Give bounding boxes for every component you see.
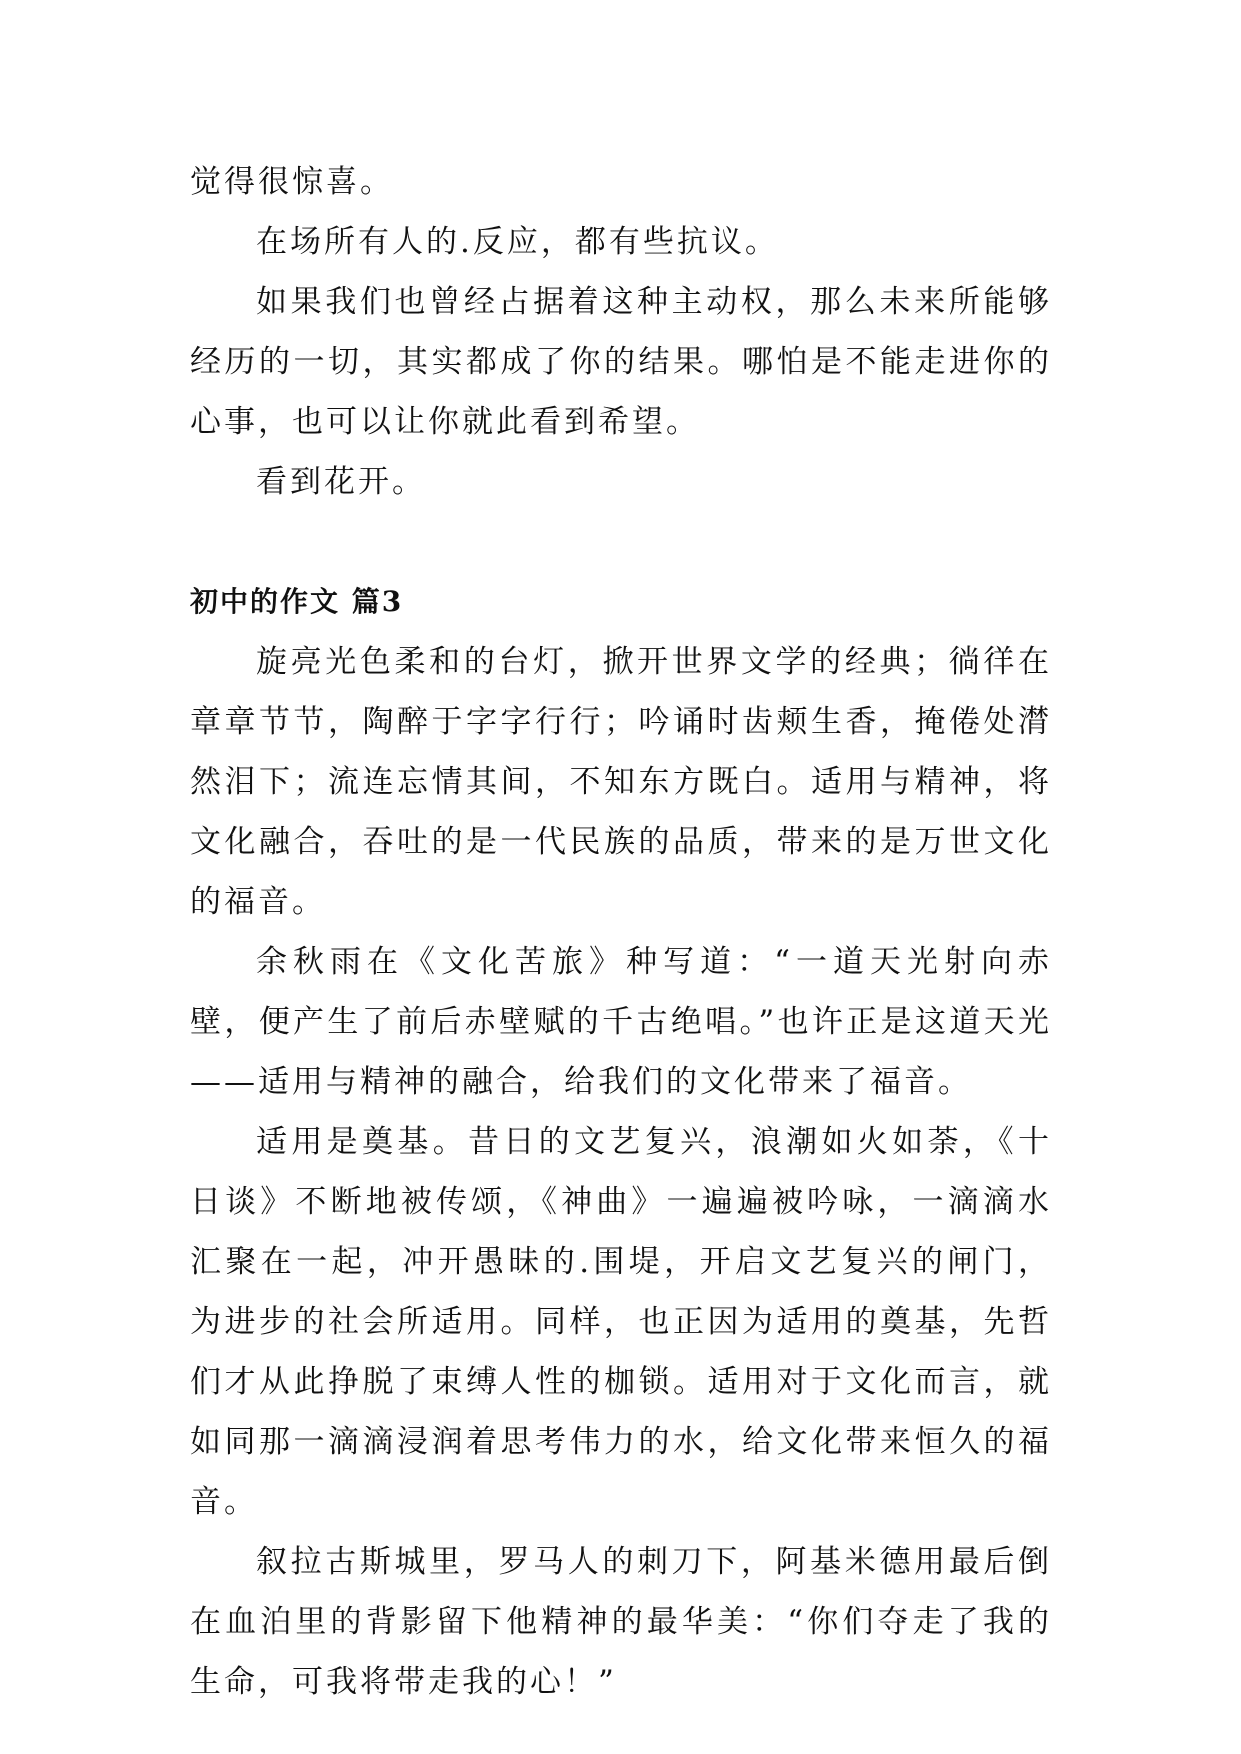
section-gap: [190, 512, 1052, 572]
paragraph: 如果我们也曾经占据着这种主动权，那么未来所能够经历的一切，其实都成了你的结果。哪怕是不能走进你的心事，也可以让你就此看到希望。: [190, 284, 1052, 440]
section-heading: 初中的作文 篇3: [190, 585, 404, 618]
paragraph-continuation: 觉得很惊喜。: [190, 164, 394, 200]
document-page: [190, 152, 1052, 1712]
paragraph: 看到花开。: [256, 464, 426, 500]
paragraph: 适用是奠基。昔日的文艺复兴，浪潮如火如荼，《十日谈》不断地被传颂，《神曲》一遍遍被吟咏，一滴滴水汇聚在一起，冲开愚昧的.围堤，开启文艺复兴的闸门，为进步的社会所适用。同样，也正因为适用的奠基，先哲们才从此挣脱了束缚人性的枷锁。适用对于文化而言，就如同那一滴滴浸润着思考伟力的水，给文化带来恒久的福音。: [190, 1124, 1052, 1520]
paragraph: 余秋雨在《文化苦旅》种写道：“一道天光射向赤壁，便产生了前后赤壁赋的千古绝唱。”也许正是这道天光——适用与精神的融合，给我们的文化带来了福音。: [190, 944, 1052, 1100]
paragraph: 在场所有人的.反应，都有些抗议。: [256, 224, 779, 260]
paragraph: 叙拉古斯城里，罗马人的刺刀下，阿基米德用最后倒在血泊里的背影留下他精神的最华美：“你们夺走了我的生命，可我将带走我的心！”: [190, 1544, 1052, 1700]
paragraph: 旋亮光色柔和的台灯，掀开世界文学的经典；徜徉在章章节节，陶醉于字字行行；吟诵时齿颊生香，掩倦处潸然泪下；流连忘情其间，不知东方既白。适用与精神，将文化融合，吞吐的是一代民族的品质，带来的是万世文化的福音。: [190, 644, 1052, 920]
